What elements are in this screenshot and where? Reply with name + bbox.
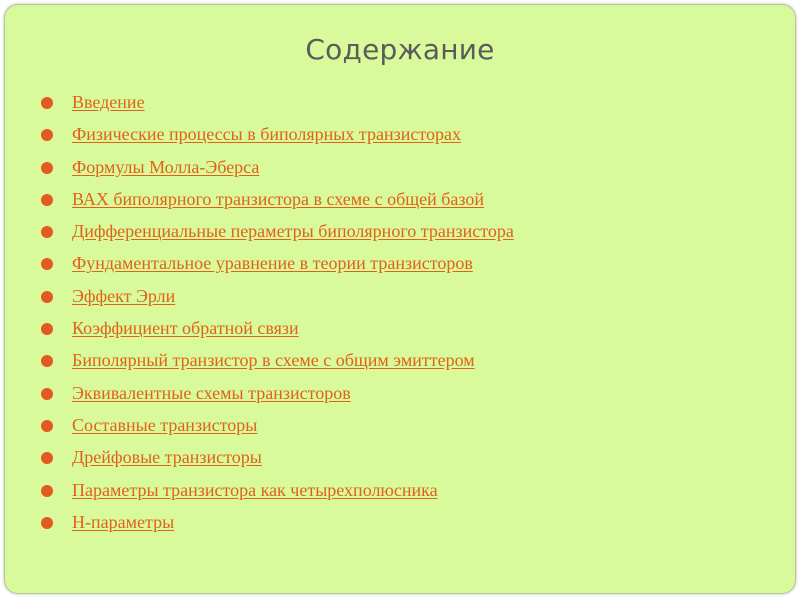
bullet-dot-icon xyxy=(41,388,53,400)
list-item xyxy=(41,220,514,252)
contents-link-iv-common-base[interactable]: ВАХ биполярного транзистора в схеме с общей базой xyxy=(72,188,485,209)
bullet-dot-icon xyxy=(41,323,53,335)
list-item xyxy=(41,317,514,349)
contents-link-common-emitter[interactable]: Биполярный транзистор в схеме с общим эмиттером xyxy=(72,350,475,371)
slide xyxy=(4,4,796,594)
bullet-dot-icon xyxy=(41,194,53,206)
contents-link-fundamental-equation[interactable]: Фундаментальное уравнение в теории транзисторов xyxy=(72,253,473,274)
bullet-dot-icon xyxy=(41,258,53,270)
list-item xyxy=(41,91,514,123)
bullet-dot-icon xyxy=(41,162,53,174)
list-item xyxy=(41,479,514,511)
contents-link-h-parameters[interactable]: H-параметры xyxy=(72,511,175,532)
bullet-dot-icon xyxy=(41,420,53,432)
contents-link-feedback-coefficient[interactable]: Коэффициент обратной связи xyxy=(72,318,299,339)
contents-link-drift-transistors[interactable]: Дрейфовые транзисторы xyxy=(72,447,262,468)
contents-link-differential-parameters[interactable]: Дифференциальные пераметры биполярного транзистора xyxy=(72,221,514,242)
bullet-dot-icon xyxy=(41,97,53,109)
contents-link-ebers-moll[interactable]: Формулы Молла-Эберса xyxy=(72,156,260,177)
contents-link-compound-transistors[interactable]: Составные транзисторы xyxy=(72,414,258,435)
list-item xyxy=(41,382,514,414)
slide-title: Содержание xyxy=(305,33,495,66)
list-item xyxy=(41,285,514,317)
bullet-dot-icon xyxy=(41,291,53,303)
list-item xyxy=(41,156,514,188)
list-item xyxy=(41,414,514,446)
list-item xyxy=(41,123,514,155)
contents-list xyxy=(41,91,514,543)
contents-link-introduction[interactable]: Введение xyxy=(72,92,145,112)
bullet-dot-icon xyxy=(41,355,53,367)
contents-link-equivalent-circuits[interactable]: Эквивалентные схемы транзисторов xyxy=(72,382,351,403)
contents-link-physical-processes[interactable]: Физические процессы в биполярных транзисторах xyxy=(72,124,461,145)
list-item xyxy=(41,188,514,220)
list-item xyxy=(41,349,514,381)
contents-link-two-port-parameters[interactable]: Параметры транзистора как четырехполюсника xyxy=(72,479,438,500)
list-item xyxy=(41,446,514,478)
bullet-dot-icon xyxy=(41,517,53,529)
list-item xyxy=(41,511,514,543)
bullet-dot-icon xyxy=(41,485,53,497)
bullet-dot-icon xyxy=(41,226,53,238)
contents-link-early-effect[interactable]: Эффект Эрли xyxy=(72,285,176,306)
bullet-dot-icon xyxy=(41,129,53,141)
list-item xyxy=(41,252,514,284)
bullet-dot-icon xyxy=(41,452,53,464)
